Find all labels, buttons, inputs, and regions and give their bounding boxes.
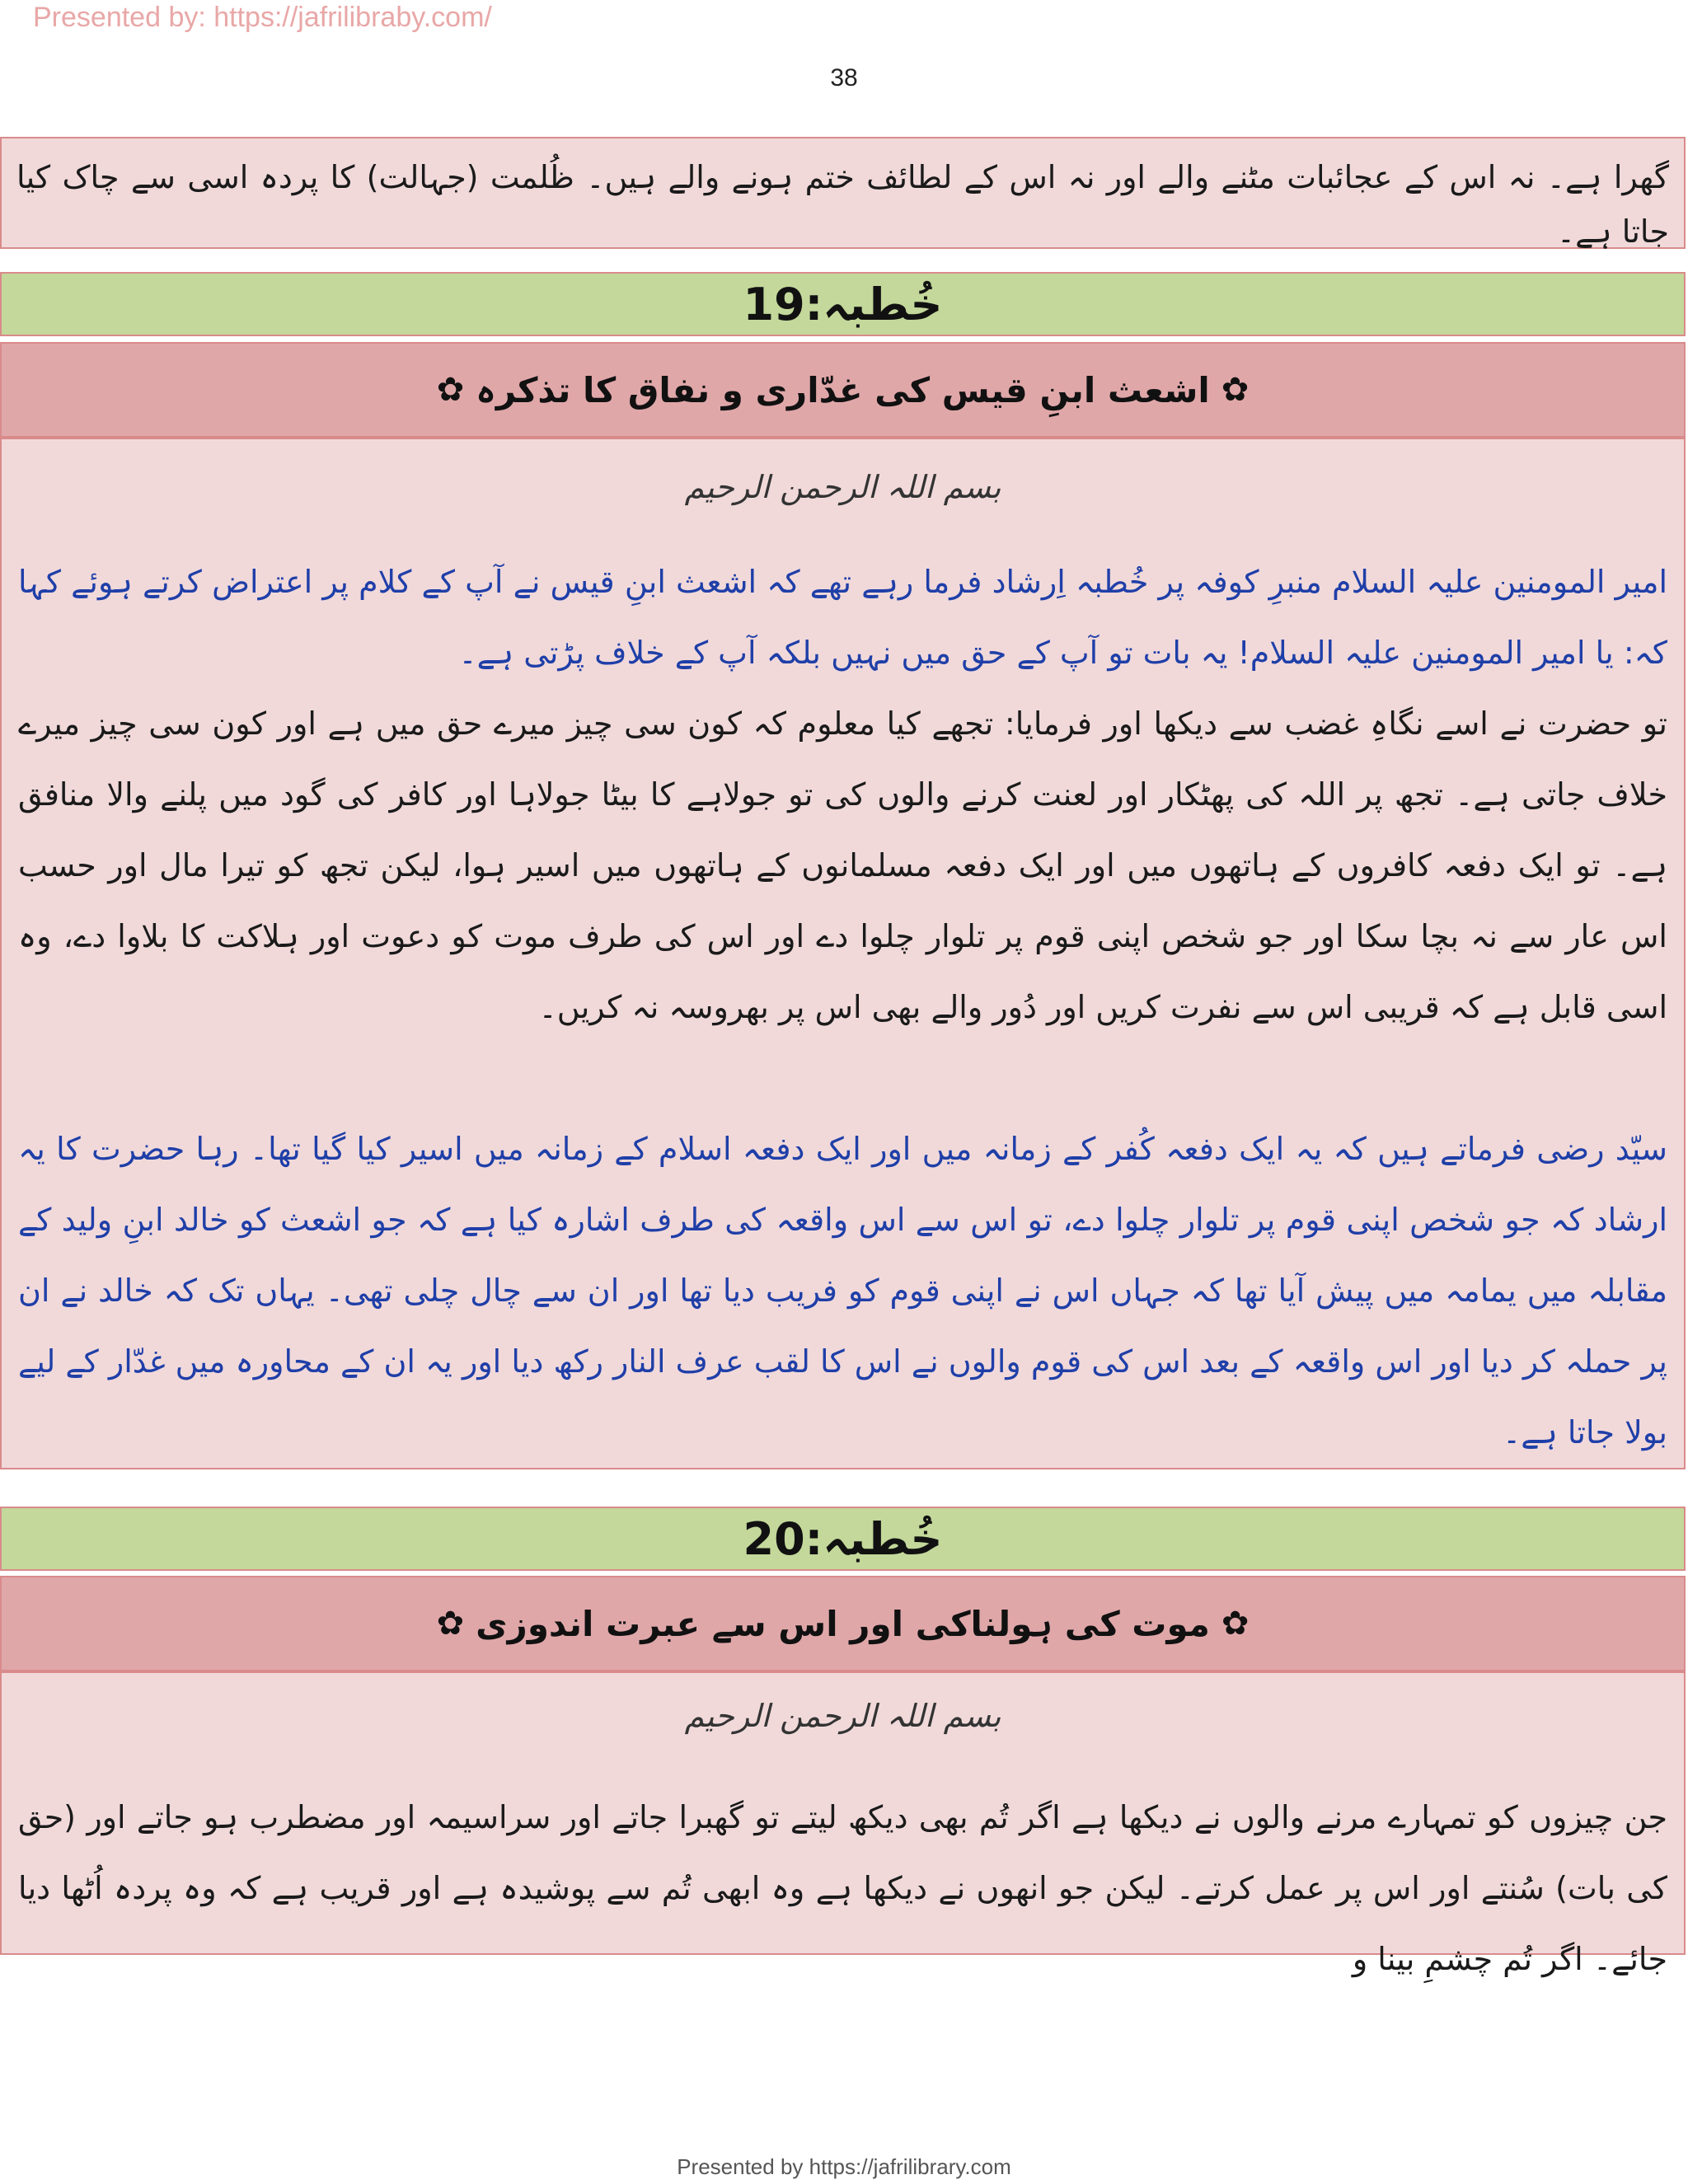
sermon-20-title-text: خُطبہ:20: [743, 1512, 943, 1565]
sermon-19-subtitle: [0, 342, 1686, 438]
sermon-19-commentary: سیّد رضی فرماتے ہیں کہ یہ ایک دفعہ کُفر کے زمانہ میں اور ایک دفعہ اسلام کے زمانہ میں اسیر کیا گیا تھا۔ رہا حضرت کا یہ ارشاد کہ جو شخص اپنی قوم پر تلوار چلوا دے، تو اس سے اس واقعہ کی طرف اشارہ کیا ہے کہ جو اشعث کو خالد ابنِ ولید کے مقابلہ میں یمامہ میں پیش آیا تھا کہ جہاں اس نے اپنی قوم کو فریب دیا تھا اور ان سے چال چلی تھی۔ یہاں تک کہ خالد نے ان پر حملہ کر دیا اور اس واقعہ کے بعد اس کی قوم والوں نے اس کا لقب عرف النار رکھ دیا اور یہ ان کے محاورہ میں غدّار کے لیے بولا جاتا ہے۔: [18, 1131, 1667, 1451]
bismillah-calligraphy: بسم اللہ الرحمن الرحیم: [684, 469, 1001, 505]
sermon-20-body: [0, 1671, 1686, 1977]
flower-icon: ✿: [436, 1605, 465, 1643]
continuation-text: گھرا ہے۔ نہ اس کے عجائبات مٹنے والے اور نہ اس کے لطائف ختم ہونے والے ہیں۔ ظُلمت (جہالت) کا پردہ اسی سے چاک کیا جاتا ہے۔: [16, 159, 1669, 250]
presented-by-header[interactable]: Presented by: https://jafrilibraby.com/: [33, 2, 492, 33]
sermon-19-title-text: خُطبہ:19: [743, 278, 943, 330]
flower-icon: ✿: [1221, 1605, 1250, 1643]
presented-by-footer[interactable]: Presented by https://jafrilibrary.com: [677, 2154, 1011, 2179]
sermon-19-title: [0, 272, 1686, 336]
sermon-19-intro: امیر المومنین علیہ السلام منبرِ کوفہ پر خُطبہ اِرشاد فرما رہے تھے کہ اشعث ابنِ قیس نے آپ کے کلام پر اعتراض کرتے ہوئے کہا کہ: یا امیر المومنین علیہ السلام! یہ بات تو آپ کے حق میں نہیں بلکہ آپ کے خلاف پڑتی ہے۔: [18, 564, 1667, 671]
page-number: 38: [830, 64, 858, 91]
sermon-20-text: جن چیزوں کو تمہارے مرنے والوں نے دیکھا ہے اگر تُم بھی دیکھ لیتے تو گھبرا جاتے اور سراسیمہ اور مضطرب ہو جاتے اور (حق کی بات) سُنتے اور اس پر عمل کرتے۔ لیکن جو انھوں نے دیکھا ہے وہ ابھی تُم سے پوشیدہ ہے اور قریب ہے کہ وہ پردہ اُٹھا دیا جائے۔ اگر تُم چشمِ بینا و: [18, 1799, 1667, 1977]
bismillah-calligraphy: بسم اللہ الرحمن الرحیم: [684, 1698, 1001, 1734]
flower-icon: ✿: [1221, 371, 1250, 409]
sermon-20-subtitle: [0, 1576, 1686, 1671]
flower-icon: ✿: [436, 371, 465, 409]
sermon-19-body: [0, 438, 1686, 1469]
sermon-20-title: [0, 1507, 1686, 1571]
sermon-19-subtitle-text: اشعث ابنِ قیس کی غدّاری و نفاق کا تذکرہ: [476, 369, 1210, 410]
sermon-20-subtitle-text: موت کی ہولناکی اور اس سے عبرت اندوزی: [476, 1603, 1210, 1644]
continuation-box: [0, 137, 1686, 249]
sermon-19-main-text: تو حضرت نے اسے نگاہِ غضب سے دیکھا اور فرمایا: تجھے کیا معلوم کہ کون سی چیز میرے حق میں ہے اور کون سی چیز میرے خلاف جاتی ہے۔ تجھ پر اللہ کی پھٹکار اور لعنت کرنے والوں کی تو جولاہے کا بیٹا جولاہا اور کافر کی گود میں پلنے والا منافق ہے۔ تو ایک دفعہ کافروں کے ہاتھوں میں اور ایک دفعہ مسلمانوں کے ہاتھوں میں اسیر ہوا، لیکن تجھ کو تیرا مال اور حسب اس عار سے نہ بچا سکا اور جو شخص اپنی قوم پر تلوار چلوا دے اور اس کی طرف موت کو دعوت اور ہلاکت کا بلاوا دے، وہ اسی قابل ہے کہ قریبی اس سے نفرت کریں اور دُور والے بھی اس پر بھروسہ نہ کریں۔: [18, 705, 1667, 1025]
